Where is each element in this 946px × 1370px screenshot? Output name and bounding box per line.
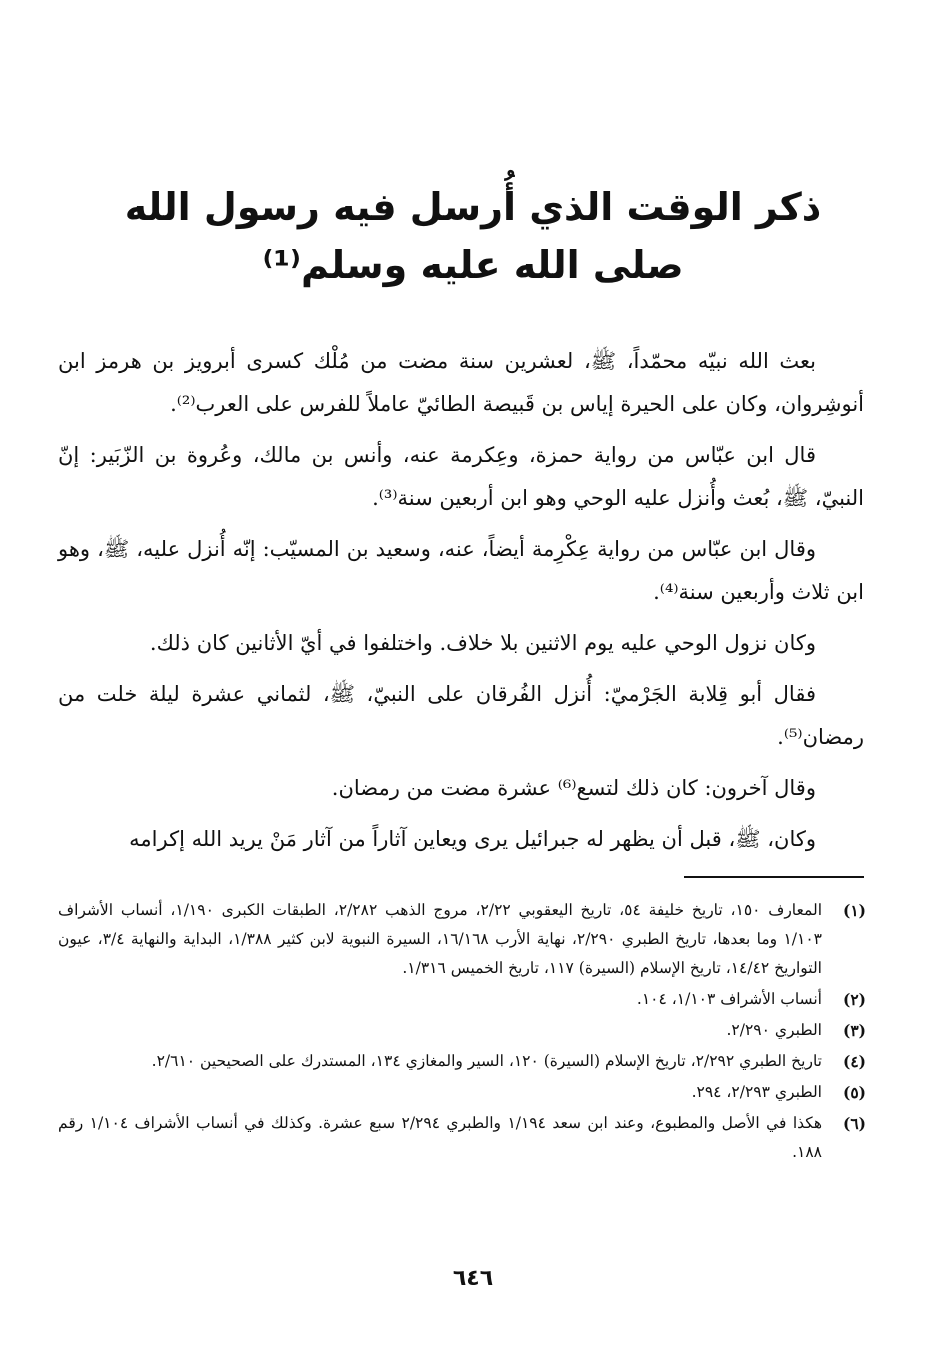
footnote-number: (١) [842,901,866,920]
footnote-number: (٦) [842,1114,866,1133]
footnote [58,1109,866,1167]
chapter-title-line-1: ذكر الوقت الذي أُرسل فيه رسول الله [124,185,822,229]
footnote-text: أنساب الأشراف ١/١٠٣، ١٠٤. [636,990,822,1008]
paragraph: قال ابن عبّاس من رواية حمزة، وعِكرمة عنه، وأنس بن مالك، وعُروة بن الزّبَير: إنّ النبيّ، ﷺ، بُعث وأُنزل عليه الوحي وهو ابن أربعين سنة⁽³⁾. [58,443,864,510]
paragraph: فقال أبو قِلابة الجَرْميّ: أُنزل الفُرقان على النبيّ، ﷺ، لثماني عشرة ليلة خلت من رمضان⁽⁵⁾. [58,682,864,749]
footnote [58,896,866,983]
footnote-text: الطبري ٢/٢٩٣، ٢٩٤. [691,1083,822,1101]
footnotes [58,896,866,1169]
paragraph: بعث الله نبيّه محمّداً، ﷺ، لعشرين سنة مضت من مُلْك كسرى أبرويز بن هرمز ابن أنوشِروان، وكان على الحيرة إياس بن قَبيصة الطائيّ عاملاً للفرس على العرب⁽²⁾. [58,349,864,416]
footnote-number: (٣) [842,1021,866,1040]
paragraph: وقال ابن عبّاس من رواية عِكْرِمة أيضاً، عنه، وسعيد بن المسيّب: إنّه أُنزل عليه، ﷺ، وهو ابن ثلاث وأربعين سنة⁽⁴⁾. [58,537,864,604]
paragraph: وقال آخرون: كان ذلك لتسع⁽⁶⁾ عشرة مضت من رمضان. [331,776,816,800]
page-number: ٦٤٦ [452,1266,494,1291]
paragraph: وكان، ﷺ، قبل أن يظهر له جبرائيل يرى ويعاين آثاراً من آثار مَنْ يريد الله إكرامه [129,827,816,851]
footnote-number: (٢) [842,990,866,1009]
footnote [58,1078,866,1107]
main-text [58,340,864,869]
footnote [58,1047,866,1076]
footnote [58,1016,866,1045]
footnote [58,985,866,1014]
chapter-title-line-2: صلى الله عليه وسلم⁽¹⁾ [262,243,684,287]
footnote-separator [684,876,864,878]
footnote-number: (٥) [842,1083,866,1102]
footnote-text: المعارف ١٥٠، تاريخ خليفة ٥٤، تاريخ اليعقوبي ٢/٢٢، مروج الذهب ٢/٢٨٢، الطبقات الكبرى ١/١٩٠، أنساب الأشراف ١/١٠٣ وما بعدها، تاريخ الطبري ٢/٢٩٠، نهاية الأرب ١٦/١٦٨، السيرة النبوية لابن كثير ١/٣٨٨، البداية والنهاية ٣/٤، عيون التواريخ ١٤/٤٢، تاريخ الإسلام (السيرة) ١١٧، تاريخ الخميس ١/٣١٦. [58,901,823,977]
footnote-text: هكذا في الأصل والمطبوع، وعند ابن سعد ١/١٩٤ والطبري ٢/٢٩٤ سبع عشرة. وكذلك في أنساب الأشراف ١/١٠٤ رقم ١٨٨. [58,1114,823,1161]
footnote-text: تاريخ الطبري ٢/٢٩٢، تاريخ الإسلام (السيرة) ١٢٠، السير والمغازي ١٣٤، المستدرك على الصحيحين ٢/٦١٠. [151,1052,822,1070]
paragraph: وكان نزول الوحي عليه يوم الاثنين بلا خلاف. واختلفوا في أيّ الأثانين كان ذلك. [149,631,816,655]
footnote-text: الطبري ٢/٢٩٠. [726,1021,822,1039]
footnote-number: (٤) [842,1052,866,1071]
chapter-title [100,178,846,294]
